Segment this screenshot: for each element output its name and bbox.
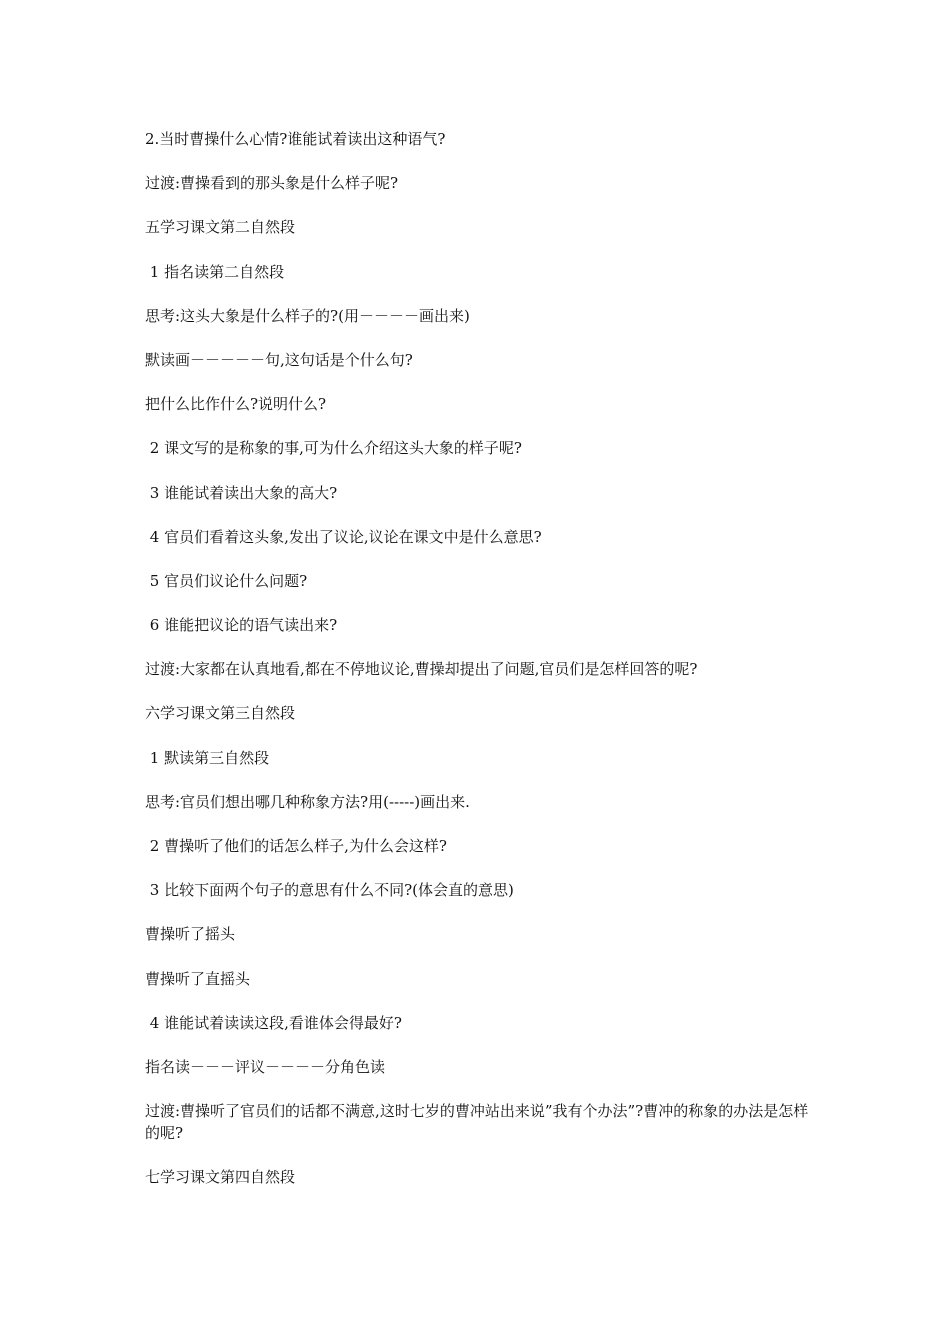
paragraph-step: 6 谁能把议论的语气读出来? — [145, 616, 338, 635]
paragraph-step: 4 谁能试着读读这段,看谁体会得最好? — [145, 1013, 402, 1032]
paragraph-example-sentence: 曹操听了直摇头 — [145, 969, 251, 988]
paragraph-step: 2 课文写的是称象的事,可为什么介绍这头大象的样子呢? — [145, 439, 522, 458]
paragraph-question-mood: 2.当时曹操什么心情?谁能试着读出这种语气? — [145, 130, 446, 148]
document-body — [145, 128, 810, 1211]
paragraph-transition-cao-chong: 过渡:曹操听了官员们的话都不满意,这时七岁的曹冲站出来说”我有个办法”?曹冲的称象的办法是怎样的呢? — [145, 1102, 809, 1143]
section-heading-six: 六学习课文第三自然段 — [145, 704, 296, 723]
paragraph-step: 2 曹操听了他们的话怎么样子,为什么会这样? — [145, 837, 447, 855]
paragraph-reading-method: 指名读－－－评议－－－－分角色读 — [145, 1057, 386, 1076]
paragraph-metaphor: 把什么比作什么?说明什么? — [145, 395, 327, 414]
paragraph-step: 4 官员们看着这头象,发出了议论,议论在课文中是什么意思? — [145, 527, 542, 546]
paragraph-step: 3 比较下面两个句子的意思有什么不同?(体会直的意思) — [145, 881, 514, 900]
paragraph-silent-read: 默读画－－－－－句,这句话是个什么句? — [145, 350, 413, 369]
paragraph-step: 3 谁能试着读出大象的高大? — [145, 483, 338, 502]
paragraph-transition-elephant: 过渡:曹操看到的那头象是什么样子呢? — [145, 174, 399, 193]
paragraph-step: 1 指名读第二自然段 — [145, 262, 285, 281]
paragraph-example-sentence: 曹操听了摇头 — [145, 925, 236, 944]
paragraph-step: 1 默读第三自然段 — [145, 748, 270, 767]
paragraph-step: 5 官员们议论什么问题? — [145, 571, 308, 590]
section-heading-five: 五学习课文第二自然段 — [145, 218, 296, 237]
section-heading-seven: 七学习课文第四自然段 — [145, 1168, 296, 1187]
paragraph-transition-officials: 过渡:大家都在认真地看,都在不停地议论,曹操却提出了问题,官员们是怎样回答的呢? — [145, 660, 698, 679]
paragraph-think: 思考:这头大象是什么样子的?(用－－－－画出来) — [145, 306, 470, 325]
paragraph-think: 思考:官员们想出哪几种称象方法?用(-----)画出来. — [145, 792, 470, 811]
